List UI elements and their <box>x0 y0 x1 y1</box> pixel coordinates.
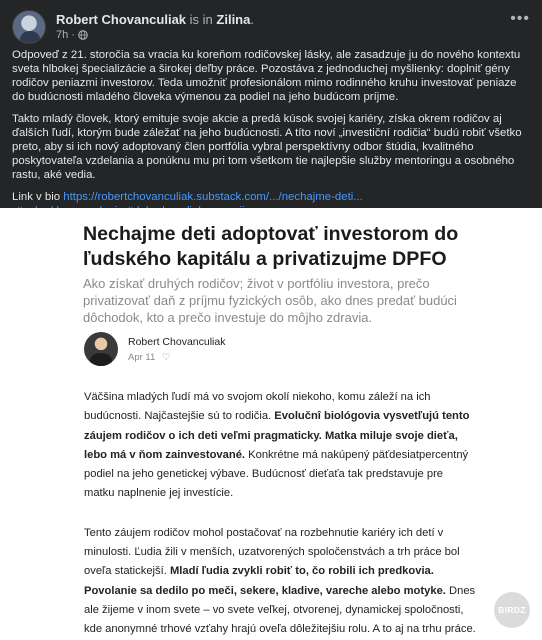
post-meta <box>56 29 88 41</box>
author-line <box>56 12 254 27</box>
article-date-line <box>128 352 170 363</box>
author-is-in: is in <box>189 12 213 27</box>
globe-icon <box>78 30 88 40</box>
article-author: Robert Chovanculiak <box>128 336 226 348</box>
author-name[interactable]: Robert Chovanculiak <box>56 12 187 27</box>
author-avatar[interactable] <box>12 10 46 44</box>
article-body <box>84 388 476 640</box>
post-text <box>12 48 530 218</box>
article-paragraph-1: Väčšina mladých ľudí má vo svojom okolí niekoho, komu záleží na ich budúcnosti. Najčastejšie sú to rodičia. Evolučnî biológovia vysvetľujú tento záujem rodičov o ich deti veľmi pragmaticky. Matka miluje svoje dieťa, lebo má v ňom zainvestované. Konkrétne má nakúpený päťdesiatpercentný podiel na jeho genetickej výbave. Budúcnosť dieťaťa tak predstavuje pre matku naplnenie jej investície. <box>84 391 470 500</box>
heart-icon: ♡ <box>161 352 171 363</box>
location-suffix: . <box>250 12 254 27</box>
location-link[interactable]: Zilina <box>216 12 251 27</box>
post-header <box>12 10 530 44</box>
article-byline <box>84 332 384 366</box>
meta-separator: · <box>71 29 75 41</box>
article-paragraph-2: Tento záujem rodičov mohol postačovať na rozbehnutie kariéry ich detí v minulosti. Ľudia žili v menších, uzatvorených spoločenstvách a trh práce bol oveľa statickejší. Mladí ľudia zvykli robiť to, čo robili ich predkovia. Povolanie sa dedilo po meči, sekere, kladive, vareche alebo motyke. Dnes ale žijeme v inom svete – vo svete veľkej, otvorenej, dynamickej spoločnosti, kde anonymné trhové vzťahy hrajú oveľa dôležitejšiu rolu. A to aj na trhu práce. <box>84 526 476 636</box>
link-prefix: Link v bio <box>12 191 64 203</box>
article-date: Apr 11 <box>128 352 156 363</box>
post-paragraph-1: Odpoveď z 21. storočia sa vracia ku koreňom rodičovskej lásky, ale zasadzuje ju do nového kontextu sveta hlbokej špecializácie a širokej deľby práce. Pozostáva z jednoduchej myšlienky: doplniť gény rodičov peniazmi investorov. Teda umožniť profesionálom mimo rodinného kruhu investovať peniaze do budúcnosti mladého človeka výmenou za podiel na jeho budúcom príjme. <box>12 49 521 103</box>
post-paragraph-2: Takto mladý človek, ktorý emituje svoje akcie a predá kúsok svojej kariéry, získa okrem rodičov aj ďalších ľudí, ktorým bude záležať na jeho budúcnosti. A títo noví „investiční rodičia“ budú robiť všetko preto, aby si ich nový adoptovaný člen portfólia vybral perspektívny odbor štúdia, kvalitného poskytovateľa vzdelania a ponúknu mu pri tom všetkom tie najlepšie služby mentoringu a osobného rastu, aké vedia. <box>12 113 522 181</box>
more-options-icon[interactable]: ••• <box>510 10 530 27</box>
post-link-line <box>12 190 530 204</box>
article-screenshot <box>0 208 542 640</box>
birdz-watermark-logo: BIRDZ <box>494 592 530 628</box>
article-link[interactable]: https://robertchovanculiak.substack.com/.../nechajme-deti... <box>63 191 363 203</box>
article-author-avatar <box>84 332 118 366</box>
post-time[interactable]: 7h <box>56 29 69 41</box>
article-subtitle: Ako získať druhých rodičov; život v portfóliu investora, prečo privatizovať daň z príjmu fyzických osôb, ako dnes predať budúci dôchodok, kto a prečo investuje do môjho zdravia. <box>83 276 457 325</box>
article-title: Nechajme deti adoptovať investorom do ľudského kapitálu a privatizujme DPFO <box>83 223 459 270</box>
